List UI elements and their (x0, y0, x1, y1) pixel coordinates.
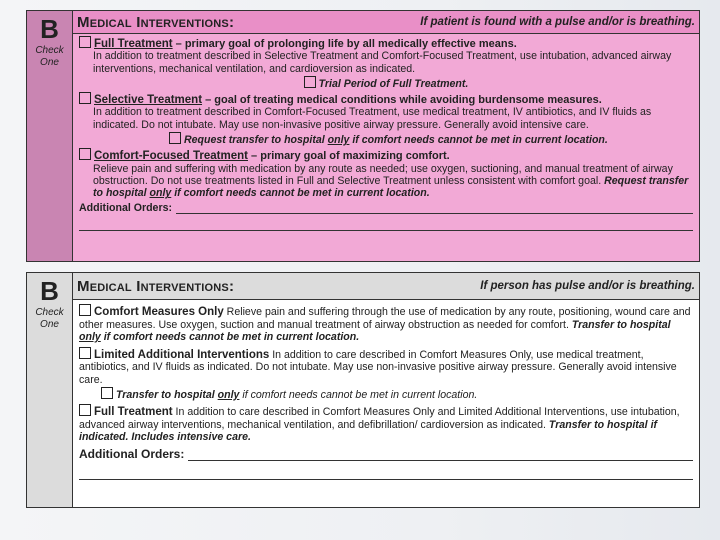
section-letter: B (40, 14, 59, 44)
section-condition: If person has pulse and/or is breathing. (480, 280, 695, 292)
section-content (73, 273, 699, 507)
full-treatment-checkbox[interactable] (79, 36, 91, 48)
polst-form-section-b-pink (26, 10, 700, 262)
option-selective-treatment (79, 92, 693, 146)
option-goal: – primary goal of maximizing comfort. (248, 150, 450, 163)
option-comfort-measures-only (79, 304, 693, 344)
comfort-measures-checkbox[interactable] (79, 304, 91, 316)
option-description: Relieve pain and suffering with medication by any route as needed; use oxygen, suctioning, and manual treatment of airway obstruction. Do not use treatments listed in Full and Selective Treatment unless consistent with comfort goal. Request transfer to hospital only if comfort needs cannot be met in current location. (93, 162, 689, 200)
section-sidebar (27, 273, 73, 507)
additional-orders-row (79, 448, 693, 461)
check-one-label: Check One (35, 45, 64, 68)
additional-orders-field-2[interactable] (79, 463, 693, 480)
section-condition: If patient is found with a pulse and/or is breathing. (420, 16, 695, 28)
trial-period-label: Trial Period of Full Treatment. (318, 77, 469, 90)
option-full-treatment (79, 36, 693, 90)
polst-form-section-b-white (26, 272, 700, 508)
option-goal: – primary goal of prolonging life by all medically effective means. (172, 38, 517, 50)
additional-orders-field[interactable] (176, 203, 693, 214)
option-description: In addition to care described in Comfort Measures Only and Limited Additional Interventions, use intubation, advanced airway interventions, mechanical ventilation, and defibrillation/ cardioversion as indicated. (79, 406, 680, 431)
option-description: Relieve pain and suffering through the use of medication by any route, positioning, wound care and other measures. Use oxygen, suction and manual treatment of airway obstruction as needed for comfort. Transfer to hospital only if comfort needs cannot be met in current location. (79, 306, 691, 344)
trial-period-line (79, 76, 693, 90)
option-description: In addition to treatment described in Comfort-Focused Treatment, use medical treatment, IV antibiotics, and IV fluids as indicated. Do not intubate. May use non-invasive positive airway pressure. Generally avoid intensive care. (93, 106, 652, 131)
transfer-label: Transfer to hospital only if comfort needs cannot be met in current location. (116, 388, 478, 401)
transfer-line (79, 387, 693, 402)
check-one-label: Check One (35, 307, 64, 330)
section-content (73, 11, 699, 261)
option-limited-additional-interventions (79, 347, 693, 401)
request-transfer-label: Request transfer to hospital only if comfort needs cannot be met in current location. (184, 134, 608, 147)
option-description: In addition to care described in Comfort Measures Only, use medical treatment, antibiotics, and IV fluids as indicated. Do not intubate. May use non-invasive positive airway pressure. Generally avoid intensive care. (79, 348, 677, 386)
section-title: Medical Interventions: (77, 13, 235, 31)
section-header (73, 11, 699, 34)
request-transfer-checkbox[interactable] (169, 132, 181, 144)
section-letter: B (40, 276, 59, 306)
comfort-focused-checkbox[interactable] (79, 148, 91, 160)
section-header (73, 273, 699, 300)
section-body (73, 34, 699, 231)
section-sidebar (27, 11, 73, 261)
option-title: Comfort-Focused Treatment (94, 150, 248, 163)
option-goal: – goal of treating medical conditions while avoiding burdensome measures. (202, 94, 602, 107)
option-title: Comfort Measures Only (94, 306, 224, 318)
section-title: Medical Interventions: (77, 277, 235, 295)
full-treatment-transfer-note: Transfer to hospital if indicated. Includes intensive care. (79, 418, 658, 444)
section-body (73, 300, 699, 480)
option-title: Full Treatment (94, 406, 173, 419)
selective-treatment-checkbox[interactable] (79, 92, 91, 104)
limited-interventions-checkbox[interactable] (79, 347, 91, 359)
full-treatment-checkbox[interactable] (79, 404, 91, 416)
option-description: In addition to treatment described in Selective Treatment and Comfort-Focused Treatment, use intubation, advanced airway interventions, mechanical ventilation, and cardioversion as indicated. (93, 50, 672, 75)
option-title: Limited Additional Interventions (94, 348, 270, 361)
additional-orders-label: Additional Orders: (79, 446, 185, 461)
option-full-treatment (79, 404, 693, 444)
option-title: Full Treatment (94, 38, 173, 50)
trial-period-checkbox[interactable] (304, 76, 316, 88)
request-transfer-line (79, 132, 693, 146)
additional-orders-field-2[interactable] (79, 216, 693, 231)
transfer-checkbox[interactable] (101, 387, 113, 399)
additional-orders-field[interactable] (188, 450, 693, 461)
option-comfort-focused-treatment (79, 148, 693, 199)
additional-orders-label: Additional Orders: (79, 201, 172, 214)
additional-orders-row (79, 202, 693, 214)
option-title: Selective Treatment (94, 94, 203, 107)
